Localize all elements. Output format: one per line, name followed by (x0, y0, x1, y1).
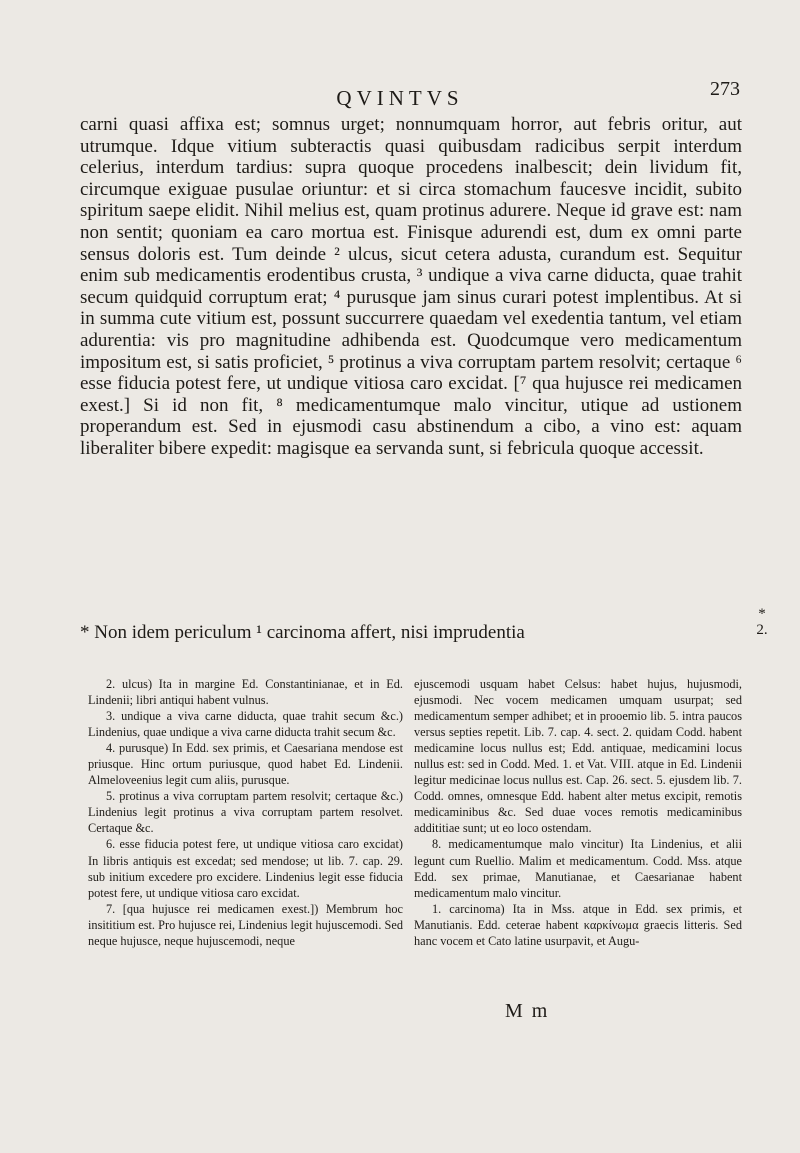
closing-line: * Non idem periculum ¹ carcinoma affert, nisi imprudentia (80, 622, 525, 643)
note-2: 2. ulcus) Ita in margine Ed. Constantinianae, et in Ed. Lindenii; libri antiqui habent vulnus. (88, 677, 403, 708)
note-6: 6. esse fiducia potest fere, ut undique vitiosa caro excidat) In libris antiquis est excedat; sed mendose; ut lib. 7. cap. 29. sub initium excedere pro excidere. Lindenius legit esse fiducia potest fere, ut undique vitiosa caro excidat. (88, 837, 403, 900)
note-8: 8. medicamentumque malo vincitur) Ita Lindenius, et alii legunt cum Ruellio. Malim et medicamentum. Codd. Mss. atque Edd. sex primae, Manutianae, et Caesarianae habent medicamentum malo vincitur. (414, 837, 742, 900)
notes-left-column (88, 676, 403, 949)
signature-mark: M m (505, 1000, 550, 1022)
note-7-continued: ejuscemodi usquam habet Celsus: habet hujus, hujusmodi, ejusmodi. Nec vocem medicamen umquam usurpat; sed medicamentum semper adhibet; et in prooemio lib. 5. intra paucos versus septies repetit. Lib. 7. cap. 4. sect. 2. quidam Codd. habent medicamine locus nullus est; Edd. antiquae, medicamini locus nullus est: sed in Codd. Med. 1. et Vat. VIII. atque in Ed. Lindenii legitur medicinae locus nullus est. Cap. 26. sect. 5. ejusdem lib. 7. Codd. omnes, omnesque Edd. habent alter metus excipit, remotis medicaminibus &c. Sed duae voces remotis medicaminibus addititiae sunt; ut eo loco ostendam. (414, 677, 742, 836)
main-text-block (80, 114, 742, 460)
notes-right-column (414, 676, 742, 949)
main-paragraph: carni quasi affixa est; somnus urget; nonnumquam horror, aut febris oritur, aut utrumque. Idque vitium subteractis quasi quibusdam radicibus serpit interdum celerius, interdum tardius: supra quoque procedens inalbescit; dein lividum fit, circumque exiguae pusulae oriuntur: et si circa stomachum faucesve incidit, subito spiritum saepe elidit. Nihil melius est, quam protinus adurere. Neque id grave est: nam non sentit; quoniam ea caro mortua est. Finisque adurendi est, dum ex omni parte sensus doloris est. Tum deinde ² ulcus, sicut cetera adusta, curandum est. Sequitur enim sub medicamentis erodentibus crusta, ³ undique a viva carne diducta, quae trahit secum quidquid corruptum erat; ⁴ purusque jam sinus curari potest implentibus. At si in summa cute vitium est, possunt succurrere quaedam vel exedentia tantum, vel etiam adurentia: vis pro magnitudine adhibenda est. Quodcumque vero medicamentum impositum est, si satis proficiet, ⁵ protinus a viva corruptam partem resolvit; certaque ⁶ esse fiducia potest fere, ut undique vitiosa caro excidat. [⁷ qua hujusce rei medicamen exest.] Si id non fit, ⁸ medicamentumque malo vincitur, utique ad ustionem properandum est. Sed in ejusmodi casu abstinendum a cibo, a vino est: aquam liberaliter bibere expedit: magisque ea servanda sunt, si febricula quoque accessit. (80, 114, 742, 459)
note-1: 1. carcinoma) Ita in Mss. atque in Edd. sex primis, et Manutianis. Edd. ceterae habent καρκίνωμα graecis litteris. Sed hanc vocem et Cato latine usurpavit, et Augu- (414, 901, 742, 948)
note-3: 3. undique a viva carne diducta, quae trahit secum &c.) Lindenius, quae undique a viva carne diducta trahit secum &c. (88, 709, 403, 740)
note-4: 4. purusque) In Edd. sex primis, et Caesariana mendose est priusque. Hinc ortum puriusque, quod habet Ed. Lindenii. Almeloveenius legit cum aliis, purusque. (88, 741, 403, 788)
running-title: QVINTVS (336, 86, 464, 110)
note-5: 5. protinus a viva corruptam partem resolvit; certaque &c.) Lindenius legit protinus a viva corruptam partem resolvet. Certaque &c. (88, 789, 403, 836)
note-7: 7. [qua hujusce rei medicamen exest.]) Membrum hoc insititium est. Pro hujusce rei, Lindenius legit hujuscemodi. Sed neque hujusce, neque hujuscemodi, neque (88, 901, 403, 948)
margin-mark: * 2. (756, 606, 768, 638)
page-number: 273 (710, 78, 740, 100)
